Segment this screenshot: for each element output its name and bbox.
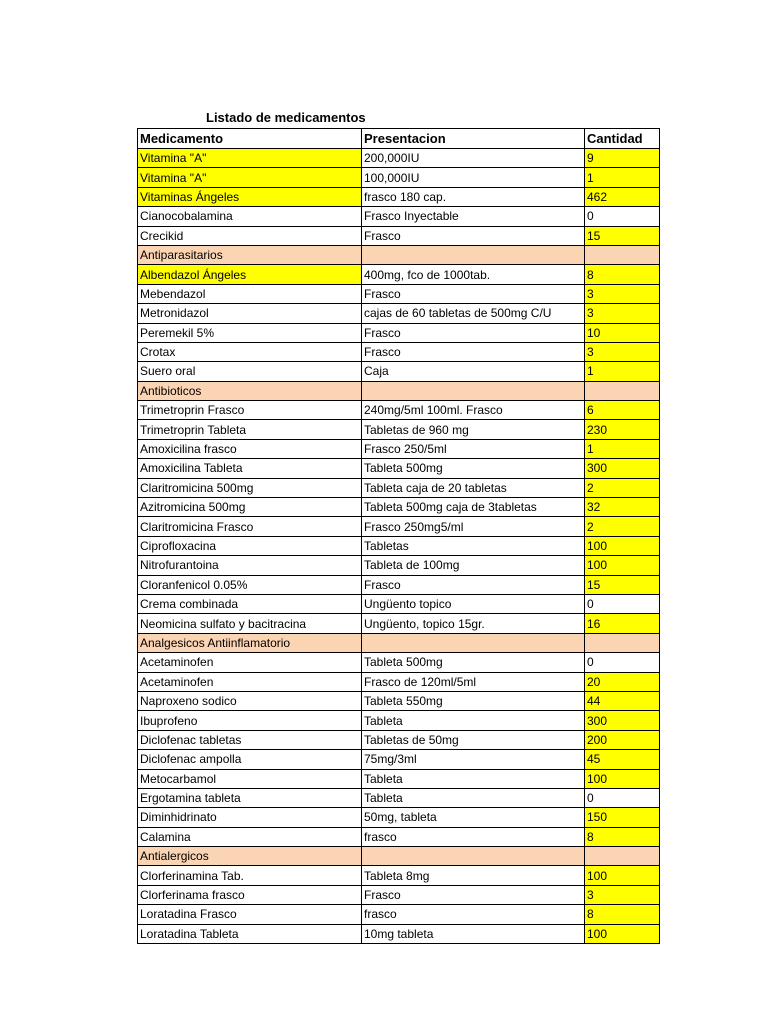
presentacion-cell: 75mg/3ml — [362, 750, 585, 769]
section-row — [138, 633, 660, 652]
medicamento-cell: Mebendazol — [138, 284, 362, 303]
presentacion-cell: Frasco — [362, 575, 585, 594]
presentacion-cell: frasco 180 cap. — [362, 187, 585, 206]
medicamento-cell: Calamina — [138, 827, 362, 846]
header-cantidad: Cantidad — [585, 129, 660, 149]
table-row — [138, 459, 660, 478]
table-row — [138, 653, 660, 672]
medicamento-cell: Nitrofurantoina — [138, 556, 362, 575]
cantidad-cell: 3 — [585, 342, 660, 361]
cantidad-cell: 10 — [585, 323, 660, 342]
table-row — [138, 905, 660, 924]
presentacion-cell: Tableta caja de 20 tabletas — [362, 478, 585, 497]
presentacion-cell: 100,000IU — [362, 168, 585, 187]
table-row — [138, 750, 660, 769]
presentacion-cell: cajas de 60 tabletas de 500mg C/U — [362, 304, 585, 323]
cantidad-cell: 0 — [585, 207, 660, 226]
presentacion-cell: 200,000IU — [362, 149, 585, 168]
medicamento-cell: Crotax — [138, 342, 362, 361]
table-row — [138, 594, 660, 613]
medicamento-cell: Trimetroprin Frasco — [138, 401, 362, 420]
cantidad-cell: 9 — [585, 149, 660, 168]
table-row — [138, 924, 660, 943]
medicamento-cell: Loratadina Frasco — [138, 905, 362, 924]
presentacion-cell: 10mg tableta — [362, 924, 585, 943]
cantidad-cell: 8 — [585, 265, 660, 284]
table-row — [138, 769, 660, 788]
table-row — [138, 517, 660, 536]
table-row — [138, 149, 660, 168]
cantidad-cell: 3 — [585, 885, 660, 904]
table-row — [138, 730, 660, 749]
medicamento-cell: Claritromicina 500mg — [138, 478, 362, 497]
document-title: Listado de medicamentos — [206, 110, 366, 125]
table-body — [138, 149, 660, 944]
table-row — [138, 265, 660, 284]
section-label: Antialergicos — [138, 847, 362, 866]
medicamento-cell: Vitaminas Ángeles — [138, 187, 362, 206]
cantidad-cell: 0 — [585, 788, 660, 807]
section-row — [138, 245, 660, 264]
medicamento-cell: Neomicina sulfato y bacitracina — [138, 614, 362, 633]
medicamento-cell: Claritromicina Frasco — [138, 517, 362, 536]
cantidad-cell: 150 — [585, 808, 660, 827]
medicamento-cell: Cloranfenicol 0.05% — [138, 575, 362, 594]
cantidad-cell: 100 — [585, 556, 660, 575]
medicamento-cell: Vitamina "A" — [138, 149, 362, 168]
medicamento-cell: Suero oral — [138, 362, 362, 381]
presentacion-cell: Tableta 8mg — [362, 866, 585, 885]
table-row — [138, 885, 660, 904]
section-cell-empty — [362, 381, 585, 400]
table-row — [138, 362, 660, 381]
medicamento-cell: Diminhidrinato — [138, 808, 362, 827]
cantidad-cell: 100 — [585, 924, 660, 943]
table-row — [138, 284, 660, 303]
presentacion-cell: Ungüento topico — [362, 594, 585, 613]
cantidad-cell: 2 — [585, 478, 660, 497]
presentacion-cell: Tableta — [362, 788, 585, 807]
medicamento-cell: Clorferinama frasco — [138, 885, 362, 904]
table-row — [138, 711, 660, 730]
cantidad-cell: 20 — [585, 672, 660, 691]
cantidad-cell: 15 — [585, 226, 660, 245]
table-row — [138, 691, 660, 710]
cantidad-cell: 3 — [585, 284, 660, 303]
presentacion-cell: Tableta — [362, 711, 585, 730]
table-row — [138, 304, 660, 323]
presentacion-cell: Frasco de 120ml/5ml — [362, 672, 585, 691]
cantidad-cell: 1 — [585, 439, 660, 458]
table-row — [138, 614, 660, 633]
presentacion-cell: Tableta de 100mg — [362, 556, 585, 575]
presentacion-cell: Frasco — [362, 284, 585, 303]
medicamento-cell: Diclofenac tabletas — [138, 730, 362, 749]
section-row — [138, 847, 660, 866]
table-row — [138, 323, 660, 342]
medicamento-cell: Ibuprofeno — [138, 711, 362, 730]
table-row — [138, 342, 660, 361]
cantidad-cell: 0 — [585, 594, 660, 613]
medicamento-cell: Trimetroprin Tableta — [138, 420, 362, 439]
cantidad-cell: 45 — [585, 750, 660, 769]
presentacion-cell: Tableta — [362, 769, 585, 788]
presentacion-cell: Frasco — [362, 226, 585, 245]
cantidad-cell: 8 — [585, 905, 660, 924]
table-row — [138, 575, 660, 594]
cantidad-cell: 462 — [585, 187, 660, 206]
table-row — [138, 808, 660, 827]
cantidad-cell: 1 — [585, 362, 660, 381]
cantidad-cell: 300 — [585, 711, 660, 730]
table-row — [138, 672, 660, 691]
table-row — [138, 168, 660, 187]
table-row — [138, 187, 660, 206]
medicamento-cell: Loratadina Tableta — [138, 924, 362, 943]
presentacion-cell: Frasco — [362, 342, 585, 361]
section-cell-empty — [585, 847, 660, 866]
medicamento-cell: Naproxeno sodico — [138, 691, 362, 710]
medicamento-cell: Amoxicilina Tableta — [138, 459, 362, 478]
section-cell-empty — [585, 245, 660, 264]
cantidad-cell: 300 — [585, 459, 660, 478]
presentacion-cell: 400mg, fco de 1000tab. — [362, 265, 585, 284]
presentacion-cell: Frasco — [362, 885, 585, 904]
section-cell-empty — [585, 381, 660, 400]
cantidad-cell: 3 — [585, 304, 660, 323]
cantidad-cell: 8 — [585, 827, 660, 846]
presentacion-cell: Tableta 550mg — [362, 691, 585, 710]
table-row — [138, 536, 660, 555]
header-presentacion: Presentacion — [362, 129, 585, 149]
presentacion-cell: Tableta 500mg caja de 3tabletas — [362, 498, 585, 517]
table-row — [138, 207, 660, 226]
presentacion-cell: Tableta 500mg — [362, 653, 585, 672]
presentacion-cell: Frasco — [362, 323, 585, 342]
table-header — [138, 129, 660, 149]
medicamento-cell: Metocarbamol — [138, 769, 362, 788]
presentacion-cell: frasco — [362, 905, 585, 924]
cantidad-cell: 100 — [585, 866, 660, 885]
presentacion-cell: Ungüento, topico 15gr. — [362, 614, 585, 633]
cantidad-cell: 16 — [585, 614, 660, 633]
table-row — [138, 420, 660, 439]
cantidad-cell: 1 — [585, 168, 660, 187]
cantidad-cell: 15 — [585, 575, 660, 594]
presentacion-cell: Tabletas de 50mg — [362, 730, 585, 749]
table-row — [138, 556, 660, 575]
medicamento-cell: Azitromicina 500mg — [138, 498, 362, 517]
medicamento-cell: Ciprofloxacina — [138, 536, 362, 555]
table-row — [138, 827, 660, 846]
header-medicamento: Medicamento — [138, 129, 362, 149]
medicamento-cell: Cianocobalamina — [138, 207, 362, 226]
table-row — [138, 226, 660, 245]
table-row — [138, 788, 660, 807]
cantidad-cell: 6 — [585, 401, 660, 420]
medicamento-cell: Acetaminofen — [138, 672, 362, 691]
cantidad-cell: 2 — [585, 517, 660, 536]
presentacion-cell: Frasco Inyectable — [362, 207, 585, 226]
cantidad-cell: 100 — [585, 536, 660, 555]
table-row — [138, 498, 660, 517]
presentacion-cell: Tabletas de 960 mg — [362, 420, 585, 439]
medicamento-cell: Metronidazol — [138, 304, 362, 323]
medication-table — [137, 128, 660, 944]
table-row — [138, 866, 660, 885]
header-row — [138, 129, 660, 149]
cantidad-cell: 100 — [585, 769, 660, 788]
medicamento-cell: Crema combinada — [138, 594, 362, 613]
medicamento-cell: Acetaminofen — [138, 653, 362, 672]
medicamento-cell: Ergotamina tableta — [138, 788, 362, 807]
presentacion-cell: Caja — [362, 362, 585, 381]
section-cell-empty — [362, 245, 585, 264]
section-label: Analgesicos Antiinflamatorio — [138, 633, 362, 652]
section-label: Antiparasitarios — [138, 245, 362, 264]
presentacion-cell: 50mg, tableta — [362, 808, 585, 827]
cantidad-cell: 0 — [585, 653, 660, 672]
table-row — [138, 478, 660, 497]
medicamento-cell: Clorferinamina Tab. — [138, 866, 362, 885]
medicamento-cell: Diclofenac ampolla — [138, 750, 362, 769]
section-cell-empty — [585, 633, 660, 652]
cantidad-cell: 44 — [585, 691, 660, 710]
presentacion-cell: 240mg/5ml 100ml. Frasco — [362, 401, 585, 420]
cantidad-cell: 230 — [585, 420, 660, 439]
medicamento-cell: Vitamina "A" — [138, 168, 362, 187]
medicamento-cell: Albendazol Ángeles — [138, 265, 362, 284]
presentacion-cell: frasco — [362, 827, 585, 846]
section-cell-empty — [362, 847, 585, 866]
medicamento-cell: Amoxicilina frasco — [138, 439, 362, 458]
medicamento-cell: Peremekil 5% — [138, 323, 362, 342]
table-row — [138, 439, 660, 458]
section-row — [138, 381, 660, 400]
presentacion-cell: Frasco 250/5ml — [362, 439, 585, 458]
section-cell-empty — [362, 633, 585, 652]
presentacion-cell: Tableta 500mg — [362, 459, 585, 478]
section-label: Antibioticos — [138, 381, 362, 400]
cantidad-cell: 200 — [585, 730, 660, 749]
table-row — [138, 401, 660, 420]
presentacion-cell: Frasco 250mg5/ml — [362, 517, 585, 536]
cantidad-cell: 32 — [585, 498, 660, 517]
medicamento-cell: Crecikid — [138, 226, 362, 245]
presentacion-cell: Tabletas — [362, 536, 585, 555]
